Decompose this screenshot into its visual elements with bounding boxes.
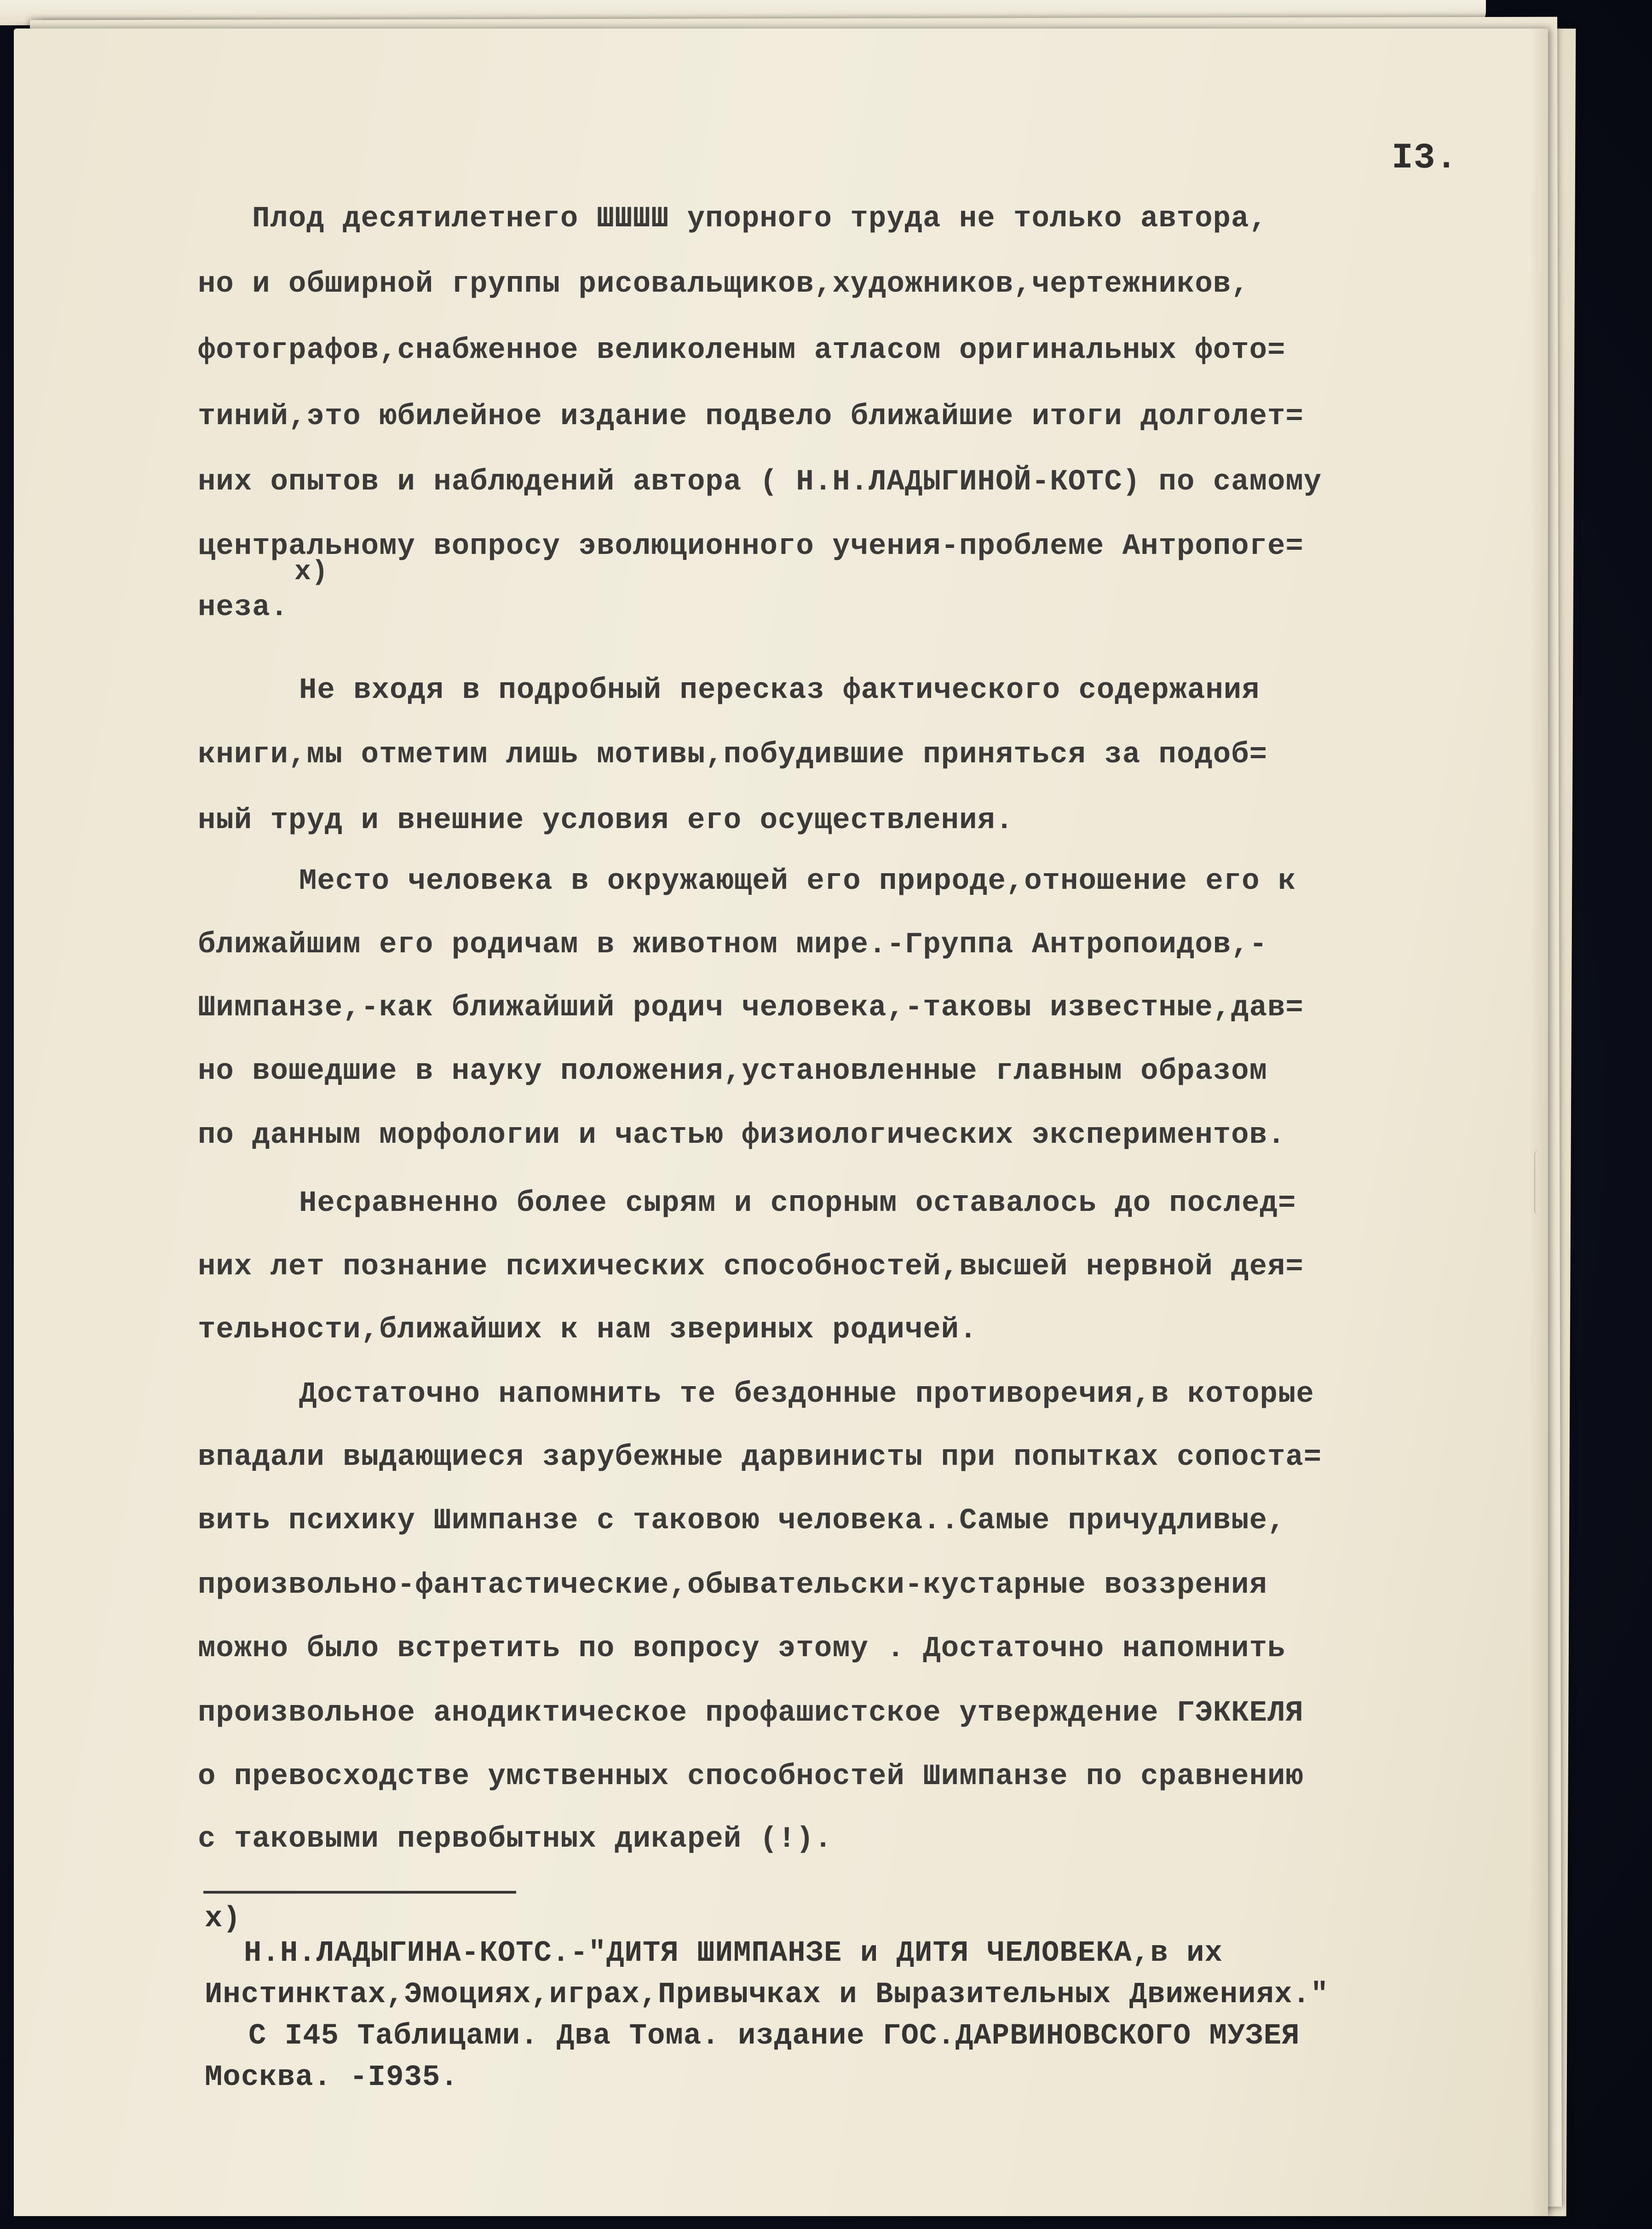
body-line: них лет познание психических способностей,высшей нервной дея=: [198, 1250, 1304, 1284]
body-line: произвольно-фантастические,обывательски-кустарные воззрения: [198, 1569, 1267, 1602]
body-line: ближайшим его родичам в животном мире.-Группа Антропоидов,-: [198, 928, 1267, 962]
footnote-line: Н.Н.ЛАДЫГИНА-КОТС.-"ДИТЯ ШИМПАНЗЕ и ДИТЯ ЧЕЛОВЕКА,в их: [244, 1937, 1223, 1970]
footnote-line: С I45 Таблицами. Два Тома. издание ГОС.ДАРВИНОВСКОГО МУЗЕЯ: [248, 2020, 1300, 2053]
body-line: но и обширной группы рисовальщиков,художников,чертежников,: [198, 268, 1249, 301]
body-line: фотографов,снабженное великоленым атласом оригинальных фото=: [198, 334, 1286, 367]
body-line: вить психику Шимпанзе с таковою человека..Самые причудливые,: [198, 1504, 1286, 1538]
body-line: можно было встретить по вопросу этому . Достаточно напомнить: [198, 1632, 1286, 1665]
page-edge-shadow: [1530, 29, 1548, 2216]
body-line: Плод десятилетнего ШШШШ упорного труда не только автора,: [252, 202, 1267, 236]
body-line: о превосходстве умственных способностей Шимпанзе по сравнению: [198, 1760, 1304, 1793]
page-number: I3.: [1392, 138, 1458, 179]
body-line: но вошедшие в науку положения,установленные главным образом: [198, 1055, 1267, 1088]
body-line: Место человека в окружающей его природе,отношение его к: [299, 865, 1296, 898]
paper-crease: [1534, 1150, 1544, 1215]
body-line: неза.: [198, 591, 289, 624]
body-line: Не входя в подробный пересказ фактического содержания: [299, 674, 1260, 707]
footnote-line: Инстинктах,Эмоциях,играх,Привычках и Выразительных Движениях.": [205, 1978, 1329, 2011]
body-line: Шимпанзе,-как ближайший родич человека,-таковы известные,дав=: [198, 991, 1304, 1025]
body-line: с таковыми первобытных дикарей (!).: [198, 1823, 833, 1856]
body-line: Достаточно напомнить те бездонные противоречия,в которые: [299, 1378, 1314, 1411]
body-line: книги,мы отметим лишь мотивы,побудившие приняться за подоб=: [198, 738, 1267, 772]
body-line: них опытов и наблюдений автора ( Н.Н.ЛАДЫГИНОЙ-КОТС) по самому: [198, 466, 1322, 499]
body-line: тельности,ближайших к нам звериных родичей.: [198, 1313, 978, 1347]
body-line: произвольное анодиктическое профашистское утверждение ГЭККЕЛЯ: [198, 1697, 1304, 1730]
body-line: тиний,это юбилейное издание подвело ближайшие итоги долголет=: [198, 400, 1304, 433]
body-line: центральному вопросу эволюционного учения-проблеме Антропоге=: [198, 530, 1304, 563]
body-line: по данным морфологии и частью физиологических экспериментов.: [198, 1119, 1286, 1152]
footnote-marker: x): [205, 1902, 241, 1935]
footnote-rule: [203, 1891, 516, 1894]
body-line: ный труд и внешние условия его осуществления.: [198, 804, 1014, 837]
body-line: Несравненно более сырям и спорным оставалось до послед=: [299, 1187, 1296, 1220]
footnote-reference: x): [294, 557, 329, 588]
body-line: впадали выдающиеся зарубежные дарвинисты при попытках сопоста=: [198, 1441, 1322, 1474]
footnote-line: Москва. -I935.: [205, 2061, 459, 2094]
